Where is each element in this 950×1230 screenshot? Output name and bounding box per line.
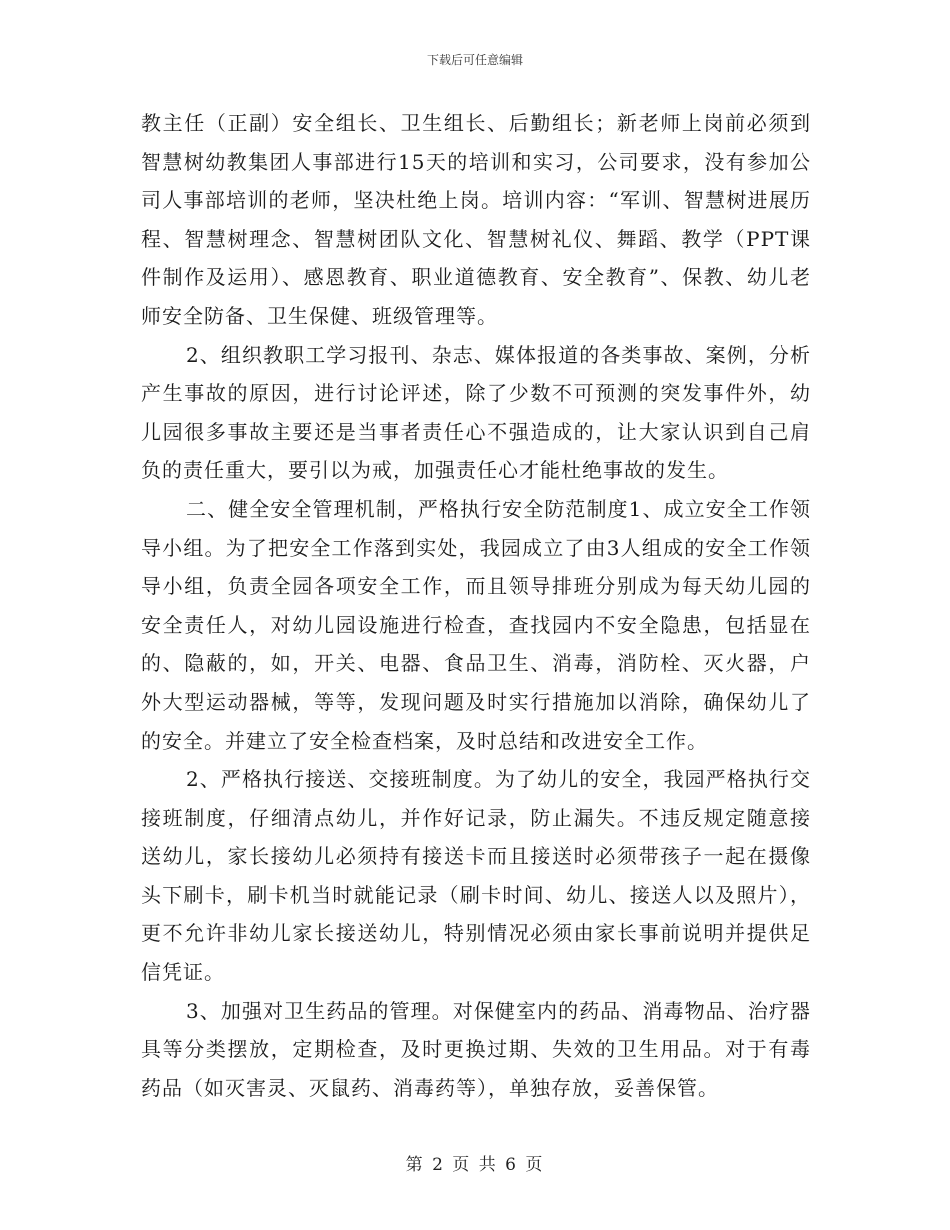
page-header: 下载后可任意编辑 — [426, 53, 523, 67]
paragraph-safety-mechanism: 二、健全安全管理机制，严格执行安全防范制度1、成立安全工作领导小组。为了把安全工作落到实处，我园成立了由3人组成的安全工作领导小组，负责全园各项安全工作，而且领导排班分别成为每天幼儿园的安全责任人，对幼儿园设施进行检查，查找园内不安全隐患，包括显在的、隐蔽的，如，开关、电器、食品卫生、消毒，消防栓、灭火器，户外大型运动器械，等等，发现问题及时实行措施加以消除，确保幼儿了的安全。并建立了安全检查档案，及时总结和改进安全工作。 — [141, 496, 811, 753]
page-footer: 第 2 页 共 6 页 — [405, 1155, 545, 1175]
paragraph-case-study: 2、组织教职工学习报刊、杂志、媒体报道的各类事故、案例，分析产生事故的原因，进行讨论评述，除了少数不可预测的突发事件外，幼儿园很多事故主要还是当事者责任心不强造成的，让大家认识到自己肩负的责任重大，要引以为戒，加强责任心才能杜绝事故的发生。 — [141, 342, 811, 483]
paragraph-medicine-management: 3、加强对卫生药品的管理。对保健室内的药品、消毒物品、治疗器具等分类摆放，定期检查，及时更换过期、失效的卫生用品。对于有毒药品（如灭害灵、灭鼠药、消毒药等），单独存放，妥善保管。 — [141, 998, 811, 1100]
paragraph-pickup-handover: 2、严格执行接送、交接班制度。为了幼儿的安全，我园严格执行交接班制度，仔细清点幼儿，并作好记录，防止漏失。不违反规定随意接送幼儿，家长接幼儿必须持有接送卡而且接送时必须带孩子一起在摄像头下刷卡，刷卡机当时就能记录（刷卡时间、幼儿、接送人以及照片），更不允许非幼儿家长接送幼儿，特别情况必须由家长事前说明并提供足信凭证。 — [141, 767, 811, 985]
document-body — [141, 104, 811, 1107]
paragraph-training: 教主任（正副）安全组长、卫生组长、后勤组长；新老师上岗前必须到智慧树幼教集团人事部进行15天的培训和实习，公司要求，没有参加公司人事部培训的老师，坚决杜绝上岗。培训内容：“军训、智慧树进展历程、智慧树理念、智慧树团队文化、智慧树礼仪、舞蹈、教学（PPT课件制作及运用）、感恩教育、职业道德教育、安全教育”、保教、幼儿老师安全防备、卫生保健、班级管理等。 — [141, 111, 811, 328]
